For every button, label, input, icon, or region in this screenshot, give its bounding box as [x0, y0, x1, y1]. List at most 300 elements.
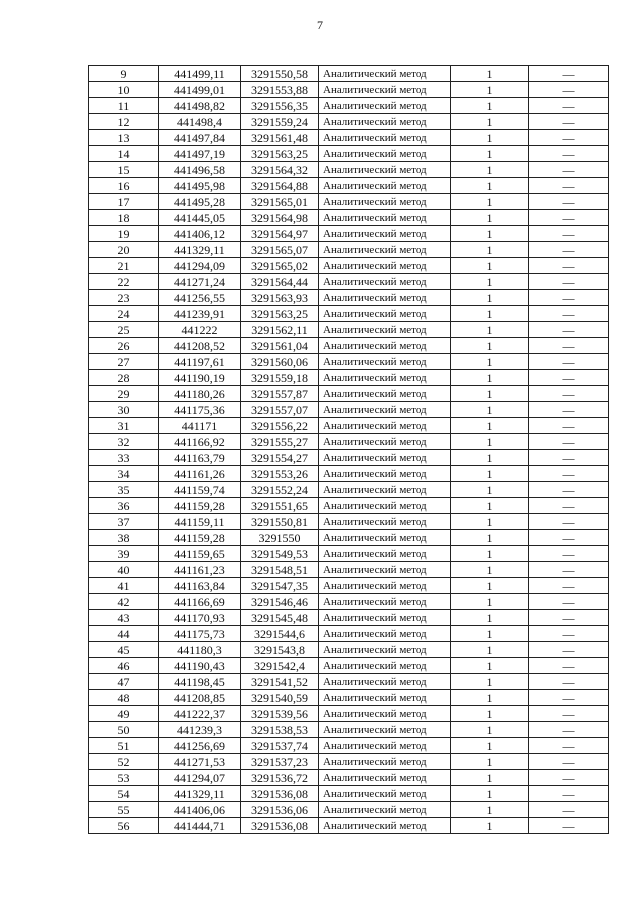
note-cell: — — [529, 194, 609, 210]
table-row — [89, 674, 609, 690]
table-row — [89, 450, 609, 466]
x-coordinate-cell: 441495,28 — [159, 194, 241, 210]
y-coordinate-cell: 3291562,11 — [241, 322, 319, 338]
point-number-cell: 34 — [89, 466, 159, 482]
table-row — [89, 274, 609, 290]
note-cell: — — [529, 162, 609, 178]
accuracy-cell: 1 — [451, 754, 529, 770]
x-coordinate-cell: 441190,43 — [159, 658, 241, 674]
y-coordinate-cell: 3291541,52 — [241, 674, 319, 690]
accuracy-cell: 1 — [451, 434, 529, 450]
x-coordinate-cell: 441166,69 — [159, 594, 241, 610]
accuracy-cell: 1 — [451, 514, 529, 530]
table-row — [89, 354, 609, 370]
method-cell: Аналитический метод — [319, 498, 451, 514]
table-row — [89, 514, 609, 530]
method-cell: Аналитический метод — [319, 514, 451, 530]
y-coordinate-cell: 3291561,04 — [241, 338, 319, 354]
note-cell: — — [529, 434, 609, 450]
accuracy-cell: 1 — [451, 626, 529, 642]
accuracy-cell: 1 — [451, 242, 529, 258]
x-coordinate-cell: 441444,71 — [159, 818, 241, 834]
point-number-cell: 35 — [89, 482, 159, 498]
note-cell: — — [529, 114, 609, 130]
point-number-cell: 52 — [89, 754, 159, 770]
note-cell: — — [529, 66, 609, 82]
x-coordinate-cell: 441271,53 — [159, 754, 241, 770]
table-row — [89, 66, 609, 82]
table-row — [89, 642, 609, 658]
note-cell: — — [529, 786, 609, 802]
point-number-cell: 37 — [89, 514, 159, 530]
method-cell: Аналитический метод — [319, 562, 451, 578]
table-row — [89, 338, 609, 354]
method-cell: Аналитический метод — [319, 290, 451, 306]
x-coordinate-cell: 441498,82 — [159, 98, 241, 114]
note-cell: — — [529, 386, 609, 402]
y-coordinate-cell: 3291555,27 — [241, 434, 319, 450]
accuracy-cell: 1 — [451, 738, 529, 754]
table-row — [89, 194, 609, 210]
y-coordinate-cell: 3291564,44 — [241, 274, 319, 290]
point-number-cell: 55 — [89, 802, 159, 818]
point-number-cell: 56 — [89, 818, 159, 834]
note-cell: — — [529, 258, 609, 274]
accuracy-cell: 1 — [451, 322, 529, 338]
table-row — [89, 98, 609, 114]
accuracy-cell: 1 — [451, 194, 529, 210]
table-row — [89, 658, 609, 674]
note-cell: — — [529, 466, 609, 482]
method-cell: Аналитический метод — [319, 322, 451, 338]
note-cell: — — [529, 770, 609, 786]
x-coordinate-cell: 441495,98 — [159, 178, 241, 194]
accuracy-cell: 1 — [451, 466, 529, 482]
y-coordinate-cell: 3291539,56 — [241, 706, 319, 722]
method-cell: Аналитический метод — [319, 738, 451, 754]
x-coordinate-cell: 441222 — [159, 322, 241, 338]
method-cell: Аналитический метод — [319, 226, 451, 242]
note-cell: — — [529, 738, 609, 754]
x-coordinate-cell: 441170,93 — [159, 610, 241, 626]
accuracy-cell: 1 — [451, 674, 529, 690]
accuracy-cell: 1 — [451, 530, 529, 546]
method-cell: Аналитический метод — [319, 130, 451, 146]
y-coordinate-cell: 3291556,22 — [241, 418, 319, 434]
y-coordinate-cell: 3291557,87 — [241, 386, 319, 402]
method-cell: Аналитический метод — [319, 450, 451, 466]
x-coordinate-cell: 441329,11 — [159, 242, 241, 258]
point-number-cell: 46 — [89, 658, 159, 674]
y-coordinate-cell: 3291559,18 — [241, 370, 319, 386]
table-row — [89, 306, 609, 322]
x-coordinate-cell: 441256,69 — [159, 738, 241, 754]
accuracy-cell: 1 — [451, 786, 529, 802]
x-coordinate-cell: 441497,19 — [159, 146, 241, 162]
x-coordinate-cell: 441159,28 — [159, 530, 241, 546]
note-cell: — — [529, 146, 609, 162]
method-cell: Аналитический метод — [319, 386, 451, 402]
x-coordinate-cell: 441222,37 — [159, 706, 241, 722]
point-number-cell: 18 — [89, 210, 159, 226]
y-coordinate-cell: 3291545,48 — [241, 610, 319, 626]
table-row — [89, 786, 609, 802]
accuracy-cell: 1 — [451, 802, 529, 818]
accuracy-cell: 1 — [451, 306, 529, 322]
x-coordinate-cell: 441159,11 — [159, 514, 241, 530]
y-coordinate-cell: 3291565,07 — [241, 242, 319, 258]
method-cell: Аналитический метод — [319, 210, 451, 226]
method-cell: Аналитический метод — [319, 770, 451, 786]
point-number-cell: 38 — [89, 530, 159, 546]
point-number-cell: 22 — [89, 274, 159, 290]
y-coordinate-cell: 3291561,48 — [241, 130, 319, 146]
x-coordinate-cell: 441197,61 — [159, 354, 241, 370]
y-coordinate-cell: 3291564,97 — [241, 226, 319, 242]
accuracy-cell: 1 — [451, 386, 529, 402]
method-cell: Аналитический метод — [319, 178, 451, 194]
method-cell: Аналитический метод — [319, 482, 451, 498]
accuracy-cell: 1 — [451, 290, 529, 306]
point-number-cell: 12 — [89, 114, 159, 130]
table-row — [89, 226, 609, 242]
method-cell: Аналитический метод — [319, 306, 451, 322]
method-cell: Аналитический метод — [319, 722, 451, 738]
note-cell: — — [529, 242, 609, 258]
method-cell: Аналитический метод — [319, 354, 451, 370]
table-row — [89, 530, 609, 546]
y-coordinate-cell: 3291543,8 — [241, 642, 319, 658]
y-coordinate-cell: 3291563,93 — [241, 290, 319, 306]
accuracy-cell: 1 — [451, 546, 529, 562]
point-number-cell: 45 — [89, 642, 159, 658]
table-row — [89, 594, 609, 610]
accuracy-cell: 1 — [451, 146, 529, 162]
method-cell: Аналитический метод — [319, 578, 451, 594]
method-cell: Аналитический метод — [319, 242, 451, 258]
table-row — [89, 546, 609, 562]
point-number-cell: 27 — [89, 354, 159, 370]
point-number-cell: 11 — [89, 98, 159, 114]
point-number-cell: 30 — [89, 402, 159, 418]
table-row — [89, 162, 609, 178]
table-row — [89, 466, 609, 482]
note-cell: — — [529, 482, 609, 498]
point-number-cell: 13 — [89, 130, 159, 146]
note-cell: — — [529, 370, 609, 386]
note-cell: — — [529, 674, 609, 690]
note-cell: — — [529, 690, 609, 706]
table-row — [89, 498, 609, 514]
table-row — [89, 370, 609, 386]
accuracy-cell: 1 — [451, 226, 529, 242]
table-row — [89, 418, 609, 434]
table-row — [89, 610, 609, 626]
accuracy-cell: 1 — [451, 562, 529, 578]
method-cell: Аналитический метод — [319, 162, 451, 178]
table-row — [89, 322, 609, 338]
point-number-cell: 43 — [89, 610, 159, 626]
y-coordinate-cell: 3291540,59 — [241, 690, 319, 706]
y-coordinate-cell: 3291536,08 — [241, 818, 319, 834]
y-coordinate-cell: 3291552,24 — [241, 482, 319, 498]
table-row — [89, 130, 609, 146]
y-coordinate-cell: 3291553,88 — [241, 82, 319, 98]
note-cell: — — [529, 306, 609, 322]
table-row — [89, 754, 609, 770]
table-row — [89, 434, 609, 450]
method-cell: Аналитический метод — [319, 434, 451, 450]
point-number-cell: 28 — [89, 370, 159, 386]
point-number-cell: 26 — [89, 338, 159, 354]
x-coordinate-cell: 441294,07 — [159, 770, 241, 786]
y-coordinate-cell: 3291560,06 — [241, 354, 319, 370]
y-coordinate-cell: 3291563,25 — [241, 146, 319, 162]
note-cell: — — [529, 354, 609, 370]
method-cell: Аналитический метод — [319, 338, 451, 354]
x-coordinate-cell: 441497,84 — [159, 130, 241, 146]
table-row — [89, 690, 609, 706]
y-coordinate-cell: 3291554,27 — [241, 450, 319, 466]
method-cell: Аналитический метод — [319, 594, 451, 610]
page-number: 7 — [317, 18, 323, 32]
y-coordinate-cell: 3291565,01 — [241, 194, 319, 210]
note-cell: — — [529, 82, 609, 98]
coordinates-table — [88, 65, 609, 834]
x-coordinate-cell: 441499,01 — [159, 82, 241, 98]
x-coordinate-cell: 441159,74 — [159, 482, 241, 498]
y-coordinate-cell: 3291544,6 — [241, 626, 319, 642]
y-coordinate-cell: 3291565,02 — [241, 258, 319, 274]
x-coordinate-cell: 441163,84 — [159, 578, 241, 594]
method-cell: Аналитический метод — [319, 754, 451, 770]
accuracy-cell: 1 — [451, 130, 529, 146]
x-coordinate-cell: 441256,55 — [159, 290, 241, 306]
point-number-cell: 17 — [89, 194, 159, 210]
method-cell: Аналитический метод — [319, 818, 451, 834]
table-row — [89, 802, 609, 818]
y-coordinate-cell: 3291550 — [241, 530, 319, 546]
point-number-cell: 41 — [89, 578, 159, 594]
note-cell: — — [529, 546, 609, 562]
table-row — [89, 626, 609, 642]
table-row — [89, 242, 609, 258]
x-coordinate-cell: 441159,65 — [159, 546, 241, 562]
table-body — [89, 66, 609, 834]
note-cell: — — [529, 274, 609, 290]
note-cell: — — [529, 178, 609, 194]
y-coordinate-cell: 3291542,4 — [241, 658, 319, 674]
note-cell: — — [529, 818, 609, 834]
table-row — [89, 114, 609, 130]
y-coordinate-cell: 3291564,32 — [241, 162, 319, 178]
note-cell: — — [529, 450, 609, 466]
accuracy-cell: 1 — [451, 210, 529, 226]
y-coordinate-cell: 3291563,25 — [241, 306, 319, 322]
x-coordinate-cell: 441294,09 — [159, 258, 241, 274]
accuracy-cell: 1 — [451, 82, 529, 98]
x-coordinate-cell: 441239,3 — [159, 722, 241, 738]
method-cell: Аналитический метод — [319, 658, 451, 674]
y-coordinate-cell: 3291536,06 — [241, 802, 319, 818]
accuracy-cell: 1 — [451, 354, 529, 370]
x-coordinate-cell: 441171 — [159, 418, 241, 434]
note-cell: — — [529, 578, 609, 594]
x-coordinate-cell: 441166,92 — [159, 434, 241, 450]
x-coordinate-cell: 441406,06 — [159, 802, 241, 818]
note-cell: — — [529, 642, 609, 658]
point-number-cell: 16 — [89, 178, 159, 194]
accuracy-cell: 1 — [451, 658, 529, 674]
y-coordinate-cell: 3291550,81 — [241, 514, 319, 530]
method-cell: Аналитический метод — [319, 626, 451, 642]
note-cell: — — [529, 514, 609, 530]
method-cell: Аналитический метод — [319, 258, 451, 274]
note-cell: — — [529, 130, 609, 146]
y-coordinate-cell: 3291556,35 — [241, 98, 319, 114]
accuracy-cell: 1 — [451, 418, 529, 434]
table-row — [89, 178, 609, 194]
method-cell: Аналитический метод — [319, 370, 451, 386]
x-coordinate-cell: 441499,11 — [159, 66, 241, 82]
x-coordinate-cell: 441271,24 — [159, 274, 241, 290]
method-cell: Аналитический метод — [319, 194, 451, 210]
y-coordinate-cell: 3291547,35 — [241, 578, 319, 594]
note-cell: — — [529, 98, 609, 114]
x-coordinate-cell: 441208,52 — [159, 338, 241, 354]
accuracy-cell: 1 — [451, 98, 529, 114]
x-coordinate-cell: 441180,3 — [159, 642, 241, 658]
y-coordinate-cell: 3291553,26 — [241, 466, 319, 482]
y-coordinate-cell: 3291564,98 — [241, 210, 319, 226]
point-number-cell: 29 — [89, 386, 159, 402]
y-coordinate-cell: 3291546,46 — [241, 594, 319, 610]
accuracy-cell: 1 — [451, 706, 529, 722]
method-cell: Аналитический метод — [319, 98, 451, 114]
x-coordinate-cell: 441239,91 — [159, 306, 241, 322]
method-cell: Аналитический метод — [319, 418, 451, 434]
point-number-cell: 39 — [89, 546, 159, 562]
point-number-cell: 50 — [89, 722, 159, 738]
point-number-cell: 21 — [89, 258, 159, 274]
accuracy-cell: 1 — [451, 274, 529, 290]
point-number-cell: 36 — [89, 498, 159, 514]
note-cell: — — [529, 802, 609, 818]
method-cell: Аналитический метод — [319, 610, 451, 626]
method-cell: Аналитический метод — [319, 146, 451, 162]
accuracy-cell: 1 — [451, 770, 529, 786]
point-number-cell: 19 — [89, 226, 159, 242]
point-number-cell: 15 — [89, 162, 159, 178]
x-coordinate-cell: 441163,79 — [159, 450, 241, 466]
point-number-cell: 23 — [89, 290, 159, 306]
accuracy-cell: 1 — [451, 114, 529, 130]
point-number-cell: 24 — [89, 306, 159, 322]
table-row — [89, 722, 609, 738]
table-row — [89, 386, 609, 402]
method-cell: Аналитический метод — [319, 642, 451, 658]
method-cell: Аналитический метод — [319, 114, 451, 130]
table-row — [89, 146, 609, 162]
method-cell: Аналитический метод — [319, 802, 451, 818]
note-cell: — — [529, 594, 609, 610]
x-coordinate-cell: 441175,36 — [159, 402, 241, 418]
point-number-cell: 44 — [89, 626, 159, 642]
point-number-cell: 42 — [89, 594, 159, 610]
note-cell: — — [529, 658, 609, 674]
accuracy-cell: 1 — [451, 610, 529, 626]
accuracy-cell: 1 — [451, 162, 529, 178]
y-coordinate-cell: 3291549,53 — [241, 546, 319, 562]
note-cell: — — [529, 754, 609, 770]
x-coordinate-cell: 441161,23 — [159, 562, 241, 578]
point-number-cell: 25 — [89, 322, 159, 338]
x-coordinate-cell: 441198,45 — [159, 674, 241, 690]
accuracy-cell: 1 — [451, 482, 529, 498]
x-coordinate-cell: 441180,26 — [159, 386, 241, 402]
point-number-cell: 49 — [89, 706, 159, 722]
accuracy-cell: 1 — [451, 178, 529, 194]
y-coordinate-cell: 3291557,07 — [241, 402, 319, 418]
method-cell: Аналитический метод — [319, 466, 451, 482]
x-coordinate-cell: 441445,05 — [159, 210, 241, 226]
table-row — [89, 770, 609, 786]
x-coordinate-cell: 441498,4 — [159, 114, 241, 130]
accuracy-cell: 1 — [451, 370, 529, 386]
point-number-cell: 40 — [89, 562, 159, 578]
table-row — [89, 818, 609, 834]
method-cell: Аналитический метод — [319, 66, 451, 82]
accuracy-cell: 1 — [451, 722, 529, 738]
note-cell: — — [529, 418, 609, 434]
point-number-cell: 51 — [89, 738, 159, 754]
method-cell: Аналитический метод — [319, 274, 451, 290]
point-number-cell: 53 — [89, 770, 159, 786]
table-row — [89, 706, 609, 722]
point-number-cell: 47 — [89, 674, 159, 690]
accuracy-cell: 1 — [451, 258, 529, 274]
x-coordinate-cell: 441496,58 — [159, 162, 241, 178]
y-coordinate-cell: 3291550,58 — [241, 66, 319, 82]
y-coordinate-cell: 3291564,88 — [241, 178, 319, 194]
method-cell: Аналитический метод — [319, 530, 451, 546]
table-row — [89, 482, 609, 498]
method-cell: Аналитический метод — [319, 82, 451, 98]
y-coordinate-cell: 3291538,53 — [241, 722, 319, 738]
y-coordinate-cell: 3291536,72 — [241, 770, 319, 786]
accuracy-cell: 1 — [451, 498, 529, 514]
x-coordinate-cell: 441175,73 — [159, 626, 241, 642]
y-coordinate-cell: 3291536,08 — [241, 786, 319, 802]
accuracy-cell: 1 — [451, 690, 529, 706]
note-cell: — — [529, 226, 609, 242]
table-row — [89, 210, 609, 226]
note-cell: — — [529, 402, 609, 418]
point-number-cell: 9 — [89, 66, 159, 82]
accuracy-cell: 1 — [451, 402, 529, 418]
note-cell: — — [529, 722, 609, 738]
note-cell: — — [529, 626, 609, 642]
table-row — [89, 562, 609, 578]
table-row — [89, 290, 609, 306]
y-coordinate-cell: 3291537,74 — [241, 738, 319, 754]
note-cell: — — [529, 322, 609, 338]
accuracy-cell: 1 — [451, 66, 529, 82]
table-row — [89, 258, 609, 274]
accuracy-cell: 1 — [451, 594, 529, 610]
table-row — [89, 738, 609, 754]
x-coordinate-cell: 441208,85 — [159, 690, 241, 706]
